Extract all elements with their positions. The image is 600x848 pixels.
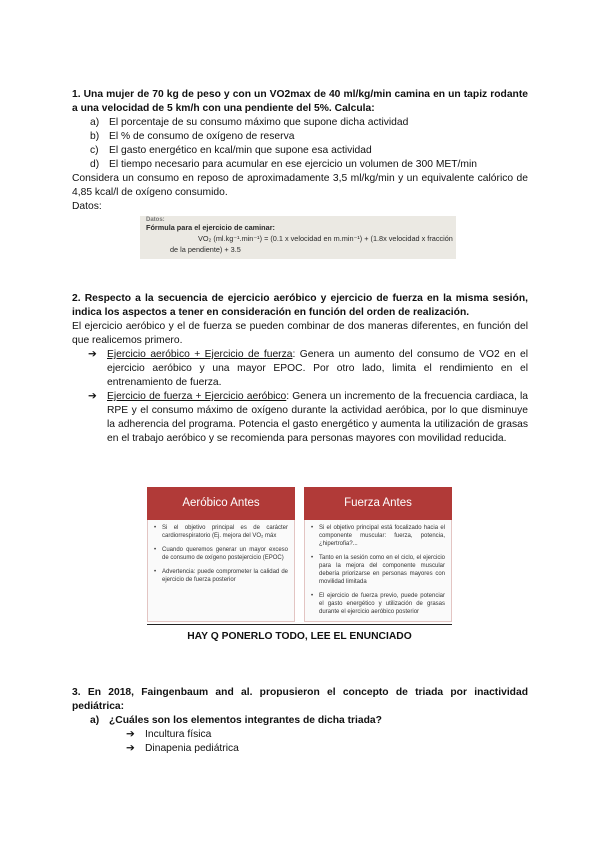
arrow-icon: ➔	[126, 729, 135, 740]
bullet-icon: •	[154, 525, 157, 531]
item-text: El % de consumo de oxígeno de reserva	[109, 131, 295, 142]
list-item	[72, 144, 528, 158]
point-text: : Genera un incremento de la frecuencia cardiaca, la RPE y el consumo máximo de oxígeno durante la actividad aeróbica, por lo que disminuye la adherencia del programa. Potencia el gasto energético y aumenta la utilización de grasas en el trabajo aeróbico y se recomienda para personas mayores con movilidad reducida.	[107, 391, 528, 444]
formula-title: Fórmula para el ejercicio de caminar:	[146, 223, 275, 232]
list-item	[72, 390, 528, 446]
panel-point: • Si el objetivo principal es de carácter cardiorrespiratorio (Ej. mejora del VO₂ máx	[154, 525, 288, 539]
panel-point: • Advertencia: puede comprometer la calidad de ejercicio de fuerza posterior	[154, 569, 288, 583]
point-text: : Genera un aumento del consumo de VO2 en el ejercicio aeróbico y una mayor EPOC. Por otro lado, limita el rendimiento en el entrenamiento de fuerza.	[107, 349, 528, 388]
question-1-title: 1. Una mujer de 70 kg de peso y con un VO2max de 40 ml/kg/min camina en un tapiz rodante a una velocidad de 5 km/h con una pendiente del 5%. Calcula:	[72, 89, 528, 114]
bullet-icon: •	[311, 555, 314, 561]
question-3-answers	[110, 728, 528, 756]
fuerza-antes-panel	[304, 487, 452, 622]
list-item	[110, 742, 528, 756]
arrow-icon: ➔	[88, 391, 97, 402]
item-letter: b)	[90, 131, 100, 142]
item-text: El tiempo necesario para acumular en ese ejercicio un volumen de 300 MET/min	[109, 159, 478, 170]
aerobico-antes-panel	[147, 487, 295, 622]
formula-line: de la pendiente) + 3.5	[170, 245, 241, 254]
panel-body	[147, 520, 295, 622]
panel-header: Fuerza Antes	[304, 487, 452, 520]
question-2-intro: El ejercicio aeróbico y el de fuerza se pueden combinar de dos maneras diferentes, en función del que realicemos primero.	[72, 321, 528, 346]
question-3-subquestion	[72, 714, 528, 728]
item-letter: d)	[90, 159, 100, 170]
list-item	[72, 130, 528, 144]
item-letter: c)	[90, 145, 99, 156]
formula-image	[140, 216, 456, 259]
panel-point: • Tanto en la sesión como en el ciclo, el ejercicio para la mejora del componente muscular debería priorizarse en personas mayores con movilidad limitada	[311, 555, 445, 585]
item-letter: a)	[90, 715, 100, 726]
question-1-note: Considera un consumo en reposo de aproximadamente 3,5 ml/kg/min y un equivalente calórico de 4,85 kcal/l de oxígeno consumido.	[72, 173, 528, 198]
comparison-image	[147, 487, 452, 622]
panel-body	[304, 520, 452, 622]
question-3-title: 3. En 2018, Faingenbaum and al. propusieron el concepto de triada por inactividad pediátrica:	[72, 687, 528, 712]
answer-text: Dinapenia pediátrica	[145, 743, 239, 754]
panel-point: • Cuando queremos generar un mayor exceso de consumo de oxígeno postejercicio (EPOC)	[154, 547, 288, 561]
list-item	[110, 728, 528, 742]
item-letter: a)	[90, 117, 100, 128]
question-1	[72, 88, 528, 214]
question-1-subitems	[72, 116, 528, 172]
question-2-points	[72, 348, 528, 446]
point-label: Ejercicio aeróbico + Ejercicio de fuerza	[107, 349, 293, 360]
bullet-icon: •	[311, 593, 314, 599]
formula-line: VO₂ (ml.kg⁻¹.min⁻¹) = (0.1 x velocidad en m.min⁻¹) + (1.8x velocidad x fracción	[198, 234, 453, 243]
question-2	[72, 292, 528, 446]
item-text: El porcentaje de su consumo máximo que supone dicha actividad	[109, 117, 409, 128]
question-2-title: 2. Respecto a la secuencia de ejercicio aeróbico y ejercicio de fuerza en la misma sesión, indica los aspectos a tener en consideración en función del orden de realización.	[72, 293, 528, 318]
list-item	[72, 158, 528, 172]
arrow-icon: ➔	[126, 743, 135, 754]
point-label: Ejercicio de fuerza + Ejercicio aeróbico	[107, 391, 287, 402]
question-3	[72, 686, 528, 756]
arrow-icon: ➔	[88, 349, 97, 360]
panel-point: • Si el objetivo principal está focalizado hacia el componente muscular: fuerza, potencia, ¿hipertrofia?...	[311, 525, 445, 547]
datos-label: Datos:	[72, 201, 102, 212]
subquestion-text: ¿Cuáles son los elementos integrantes de dicha triada?	[109, 715, 382, 726]
panel-point: • El ejercicio de fuerza previo, puede potenciar el gasto energético y utilización de grasas durante el ejercicio aeróbico posterior	[311, 593, 445, 615]
answer-text: Incultura física	[145, 729, 212, 740]
item-text: El gasto energético en kcal/min que supone esa actividad	[109, 145, 372, 156]
panel-header: Aeróbico Antes	[147, 487, 295, 520]
formula-datos: Datos:	[146, 217, 165, 223]
list-item	[72, 116, 528, 130]
bullet-icon: •	[311, 525, 314, 531]
warning-note: HAY Q PONERLO TODO, LEE EL ENUNCIADO	[147, 624, 452, 644]
list-item	[72, 348, 528, 390]
bullet-icon: •	[154, 547, 157, 553]
bullet-icon: •	[154, 569, 157, 575]
